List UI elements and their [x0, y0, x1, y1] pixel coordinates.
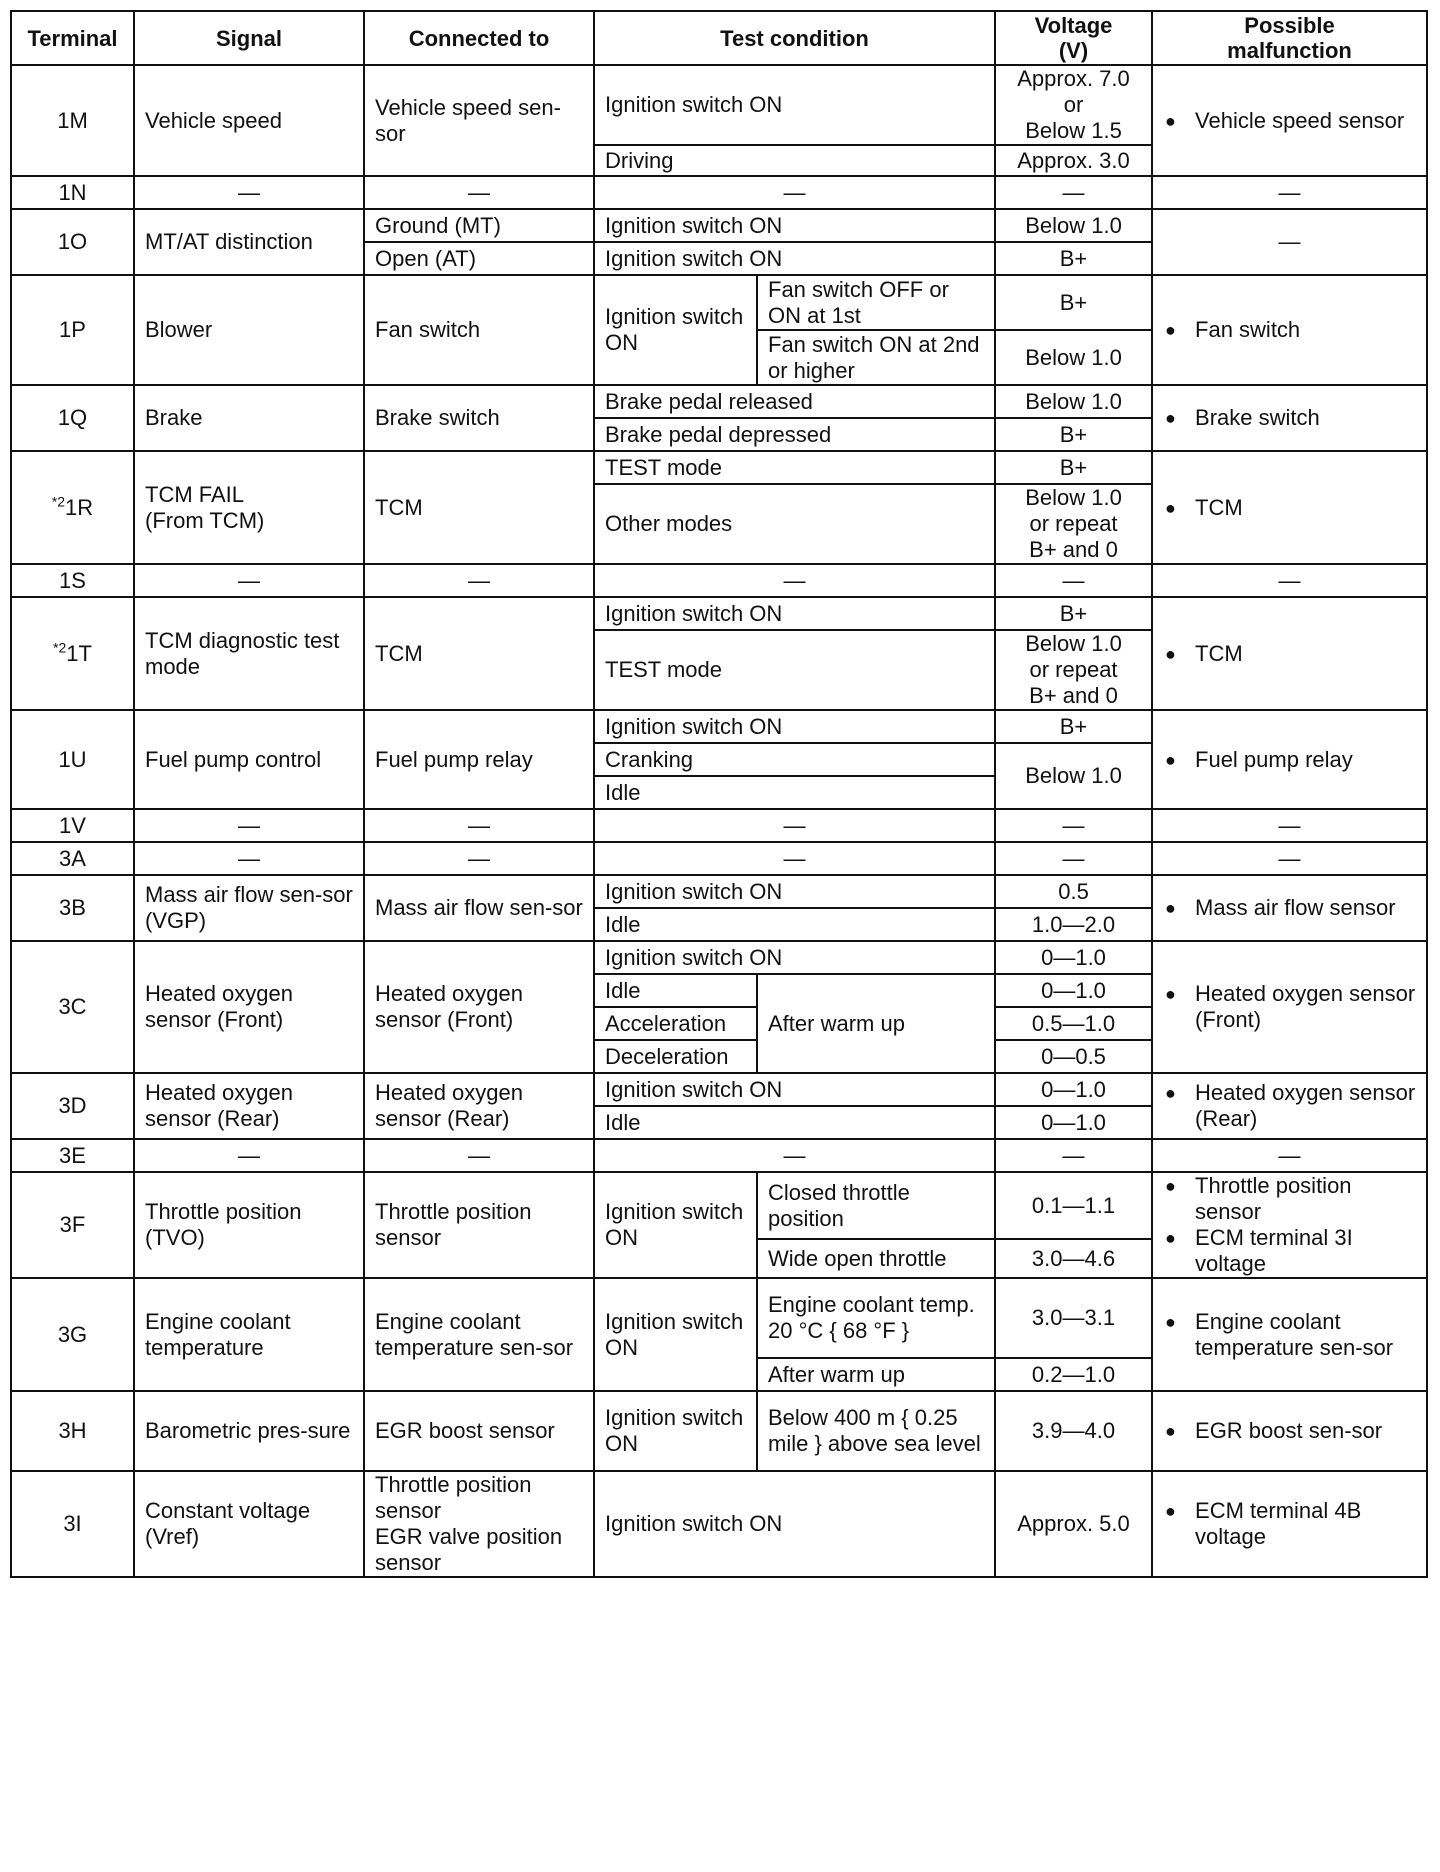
test-condition-cell: Idle [594, 1106, 995, 1139]
bullet-icon: ● [1165, 1421, 1176, 1441]
bullet-icon: ● [1165, 1501, 1176, 1521]
signal-cell: Fuel pump control [134, 710, 364, 809]
empty-dash: — [995, 1139, 1152, 1172]
empty-dash: — [364, 564, 594, 597]
voltage-line: or repeat [1029, 511, 1118, 536]
bullet-icon: ● [1165, 497, 1176, 518]
test-condition-cell: Ignition switch ON [594, 1278, 757, 1391]
voltage-cell: 3.0—3.1 [995, 1278, 1152, 1358]
signal-cell: Engine coolant temperature [134, 1278, 364, 1391]
test-subcondition-cell: Below 400 m { 0.25 mile } above sea level [757, 1391, 995, 1471]
malfunction-cell [1152, 597, 1427, 710]
test-condition-cell: TEST mode [594, 630, 995, 710]
table-row [11, 275, 1427, 330]
connected-line: EGR valve position sensor [375, 1524, 563, 1575]
malfunction-text: Mass air flow sensor [1195, 895, 1396, 920]
terminal-label: 1R [65, 494, 94, 520]
terminal-cell: 3D [11, 1073, 134, 1139]
terminal-cell: 1Q [11, 385, 134, 451]
table-row [11, 65, 1427, 145]
voltage-line: Below 1.0 [1025, 485, 1122, 510]
voltage-cell: B+ [995, 597, 1152, 630]
connected-to-cell: Throttle position sensor [364, 1172, 594, 1278]
bullet-icon: ● [1165, 110, 1176, 131]
empty-dash: — [1152, 809, 1427, 842]
terminal-cell: 1S [11, 564, 134, 597]
terminal-cell: 3G [11, 1278, 134, 1391]
voltage-cell [995, 630, 1152, 710]
voltage-cell: 0—1.0 [995, 1106, 1152, 1139]
voltage-line: B+ and 0 [1029, 537, 1118, 562]
test-condition-cell: Ignition switch ON [594, 1172, 757, 1278]
voltage-cell: 0—1.0 [995, 1073, 1152, 1106]
voltage-line: Approx. 7.0 [1017, 66, 1130, 91]
empty-dash: — [1152, 842, 1427, 875]
footnote-marker: *2 [51, 493, 66, 510]
malfunction-cell [1152, 385, 1427, 451]
empty-dash: — [594, 1139, 995, 1172]
header-malfunction-line2: malfunction [1227, 38, 1352, 63]
malfunction-text: Fuel pump relay [1195, 746, 1353, 772]
empty-dash: — [1152, 564, 1427, 597]
table-row [11, 209, 1427, 242]
connected-to-cell: Engine coolant temperature sen-sor [364, 1278, 594, 1391]
voltage-line: or repeat [1029, 657, 1118, 682]
footnote-marker: *2 [53, 639, 67, 656]
test-condition-cell: Ignition switch ON [594, 710, 995, 743]
malfunction-text: Vehicle speed sensor [1195, 107, 1405, 133]
bullet-icon: ● [1165, 320, 1176, 340]
header-possible-malfunction [1152, 11, 1427, 65]
header-signal: Signal [134, 11, 364, 65]
table-row [11, 1073, 1427, 1106]
bullet-icon: ● [1165, 643, 1176, 664]
malfunction-cell [1152, 1172, 1427, 1278]
terminal-cell: 3B [11, 875, 134, 941]
test-condition-cell: Brake pedal released [594, 385, 995, 418]
empty-dash: — [594, 176, 995, 209]
malfunction-cell [1152, 1278, 1427, 1391]
signal-cell: Blower [134, 275, 364, 385]
connected-to-cell: Ground (MT) [364, 209, 594, 242]
malfunction-cell [1152, 1471, 1427, 1577]
connected-line: Throttle position sensor [375, 1472, 532, 1523]
voltage-cell: 0.5 [995, 875, 1152, 908]
empty-dash: — [134, 842, 364, 875]
malfunction-cell [1152, 710, 1427, 809]
header-terminal: Terminal [11, 11, 134, 65]
malfunction-cell [1152, 941, 1427, 1073]
voltage-cell: 1.0—2.0 [995, 908, 1152, 941]
signal-cell: Throttle position (TVO) [134, 1172, 364, 1278]
test-condition-cell: Driving [594, 145, 995, 176]
terminal-cell: 1V [11, 809, 134, 842]
empty-dash: — [1152, 1139, 1427, 1172]
test-condition-cell: Idle [594, 908, 995, 941]
connected-to-cell: Mass air flow sen-sor [364, 875, 594, 941]
test-subcondition-cell: After warm up [757, 974, 995, 1073]
voltage-cell: 0.2—1.0 [995, 1358, 1152, 1391]
malfunction-cell [1152, 275, 1427, 385]
terminal-cell: 3I [11, 1471, 134, 1577]
connected-to-cell: EGR boost sensor [364, 1391, 594, 1471]
connected-to-cell: Fuel pump relay [364, 710, 594, 809]
signal-line: TCM FAIL [145, 481, 245, 507]
connected-to-cell: Heated oxygen sensor (Front) [364, 941, 594, 1073]
table-row [11, 1471, 1427, 1577]
bullet-icon: ● [1165, 1311, 1176, 1332]
table-row [11, 176, 1427, 209]
voltage-cell: Below 1.0 [995, 209, 1152, 242]
empty-dash: — [134, 809, 364, 842]
voltage-cell: 0.5—1.0 [995, 1007, 1152, 1040]
voltage-cell: 0—1.0 [995, 974, 1152, 1007]
table-row [11, 710, 1427, 743]
terminal-voltage-table-sheet [10, 10, 1426, 1578]
table-row [11, 564, 1427, 597]
bullet-icon: ● [1165, 1176, 1176, 1196]
test-condition-cell: Idle [594, 776, 995, 809]
table-row [11, 451, 1427, 484]
connected-to-cell [364, 1471, 594, 1577]
terminal-cell: 3E [11, 1139, 134, 1172]
test-condition-cell: Ignition switch ON [594, 1391, 757, 1471]
malfunction-cell [1152, 451, 1427, 564]
test-subcondition-cell: Closed throttle position [757, 1172, 995, 1239]
test-condition-cell: Ignition switch ON [594, 1471, 995, 1577]
table-row [11, 1172, 1427, 1239]
test-condition-cell: Brake pedal depressed [594, 418, 995, 451]
connected-to-cell: Brake switch [364, 385, 594, 451]
voltage-cell: 0.1—1.1 [995, 1172, 1152, 1239]
signal-cell [134, 451, 364, 564]
terminal-cell: 1P [11, 275, 134, 385]
terminal-cell: 3C [11, 941, 134, 1073]
table-row [11, 875, 1427, 908]
test-condition-cell: Cranking [594, 743, 995, 776]
terminal-cell: 3H [11, 1391, 134, 1471]
voltage-cell [995, 65, 1152, 145]
empty-dash: — [995, 564, 1152, 597]
malfunction-cell [1152, 1073, 1427, 1139]
malfunction-cell [1152, 65, 1427, 176]
header-voltage [995, 11, 1152, 65]
connected-to-cell: Fan switch [364, 275, 594, 385]
connected-to-cell: Open (AT) [364, 242, 594, 275]
test-condition-cell: Ignition switch ON [594, 875, 995, 908]
header-voltage-label: Voltage [1034, 13, 1113, 38]
voltage-cell: B+ [995, 242, 1152, 275]
signal-cell: Heated oxygen sensor (Rear) [134, 1073, 364, 1139]
connected-to-cell: Heated oxygen sensor (Rear) [364, 1073, 594, 1139]
bullet-icon: ● [1165, 1228, 1176, 1248]
bullet-icon: ● [1165, 408, 1176, 428]
header-malfunction-line1: Possible [1244, 13, 1335, 38]
bullet-icon: ● [1165, 984, 1176, 1004]
voltage-cell: 0—0.5 [995, 1040, 1152, 1073]
bullet-icon: ● [1165, 898, 1176, 918]
test-condition-cell: Other modes [594, 484, 995, 564]
empty-dash: — [995, 176, 1152, 209]
voltage-cell: Approx. 3.0 [995, 145, 1152, 176]
terminal-voltage-table [10, 10, 1428, 1578]
test-condition-cell: Acceleration [594, 1007, 757, 1040]
test-subcondition-cell: After warm up [757, 1358, 995, 1391]
voltage-cell: B+ [995, 451, 1152, 484]
terminal-cell [11, 597, 134, 710]
test-subcondition-cell: Fan switch ON at 2nd or higher [757, 330, 995, 385]
terminal-cell: 1N [11, 176, 134, 209]
terminal-cell: 3F [11, 1172, 134, 1278]
header-connected-to: Connected to [364, 11, 594, 65]
malfunction-cell [1152, 875, 1427, 941]
header-test-condition: Test condition [594, 11, 995, 65]
empty-dash: — [1152, 209, 1427, 275]
test-condition-cell: Ignition switch ON [594, 242, 995, 275]
signal-cell: Brake [134, 385, 364, 451]
voltage-cell: B+ [995, 418, 1152, 451]
terminal-cell: 1U [11, 710, 134, 809]
connected-to-cell: Vehicle speed sen-sor [364, 65, 594, 176]
table-row [11, 1139, 1427, 1172]
test-condition-cell: TEST mode [594, 451, 995, 484]
test-condition-cell: Deceleration [594, 1040, 757, 1073]
connected-to-cell: TCM [364, 597, 594, 710]
test-subcondition-cell: Fan switch OFF or ON at 1st [757, 275, 995, 330]
malfunction-text: TCM [1195, 494, 1243, 520]
header-row [11, 11, 1427, 65]
voltage-cell: B+ [995, 275, 1152, 330]
empty-dash: — [594, 809, 995, 842]
empty-dash: — [594, 842, 995, 875]
signal-cell: Constant voltage (Vref) [134, 1471, 364, 1577]
table-row [11, 809, 1427, 842]
empty-dash: — [134, 176, 364, 209]
terminal-cell: 1M [11, 65, 134, 176]
voltage-cell: B+ [995, 710, 1152, 743]
voltage-cell: Below 1.0 [995, 743, 1152, 809]
test-condition-cell: Ignition switch ON [594, 275, 757, 385]
header-voltage-unit: (V) [1058, 38, 1089, 63]
signal-cell: Heated oxygen sensor (Front) [134, 941, 364, 1073]
empty-dash: — [995, 842, 1152, 875]
table-row [11, 941, 1427, 974]
voltage-cell: Approx. 5.0 [995, 1471, 1152, 1577]
empty-dash: — [364, 842, 594, 875]
empty-dash: — [134, 564, 364, 597]
terminal-cell: 1O [11, 209, 134, 275]
signal-cell: Mass air flow sen-sor (VGP) [134, 875, 364, 941]
voltage-cell [995, 484, 1152, 564]
test-condition-cell: Ignition switch ON [594, 65, 995, 145]
table-row [11, 1391, 1427, 1471]
empty-dash: — [995, 809, 1152, 842]
malfunction-text: Brake switch [1195, 405, 1320, 430]
empty-dash: — [364, 809, 594, 842]
empty-dash: — [1152, 176, 1427, 209]
test-condition-cell: Ignition switch ON [594, 597, 995, 630]
table-row [11, 385, 1427, 418]
signal-cell: Vehicle speed [134, 65, 364, 176]
voltage-line: Below 1.5 [1025, 118, 1122, 143]
signal-cell: TCM diagnostic test mode [134, 597, 364, 710]
malfunction-text: EGR boost sen-sor [1195, 1418, 1383, 1443]
voltage-cell: 3.9—4.0 [995, 1391, 1152, 1471]
voltage-line: or [1063, 92, 1084, 117]
malfunction-cell [1152, 1391, 1427, 1471]
voltage-cell: 0—1.0 [995, 941, 1152, 974]
malfunction-text: Fan switch [1195, 317, 1301, 342]
empty-dash: — [364, 1139, 594, 1172]
terminal-label: 1T [66, 640, 92, 666]
test-condition-cell: Ignition switch ON [594, 209, 995, 242]
malfunction-text: TCM [1195, 640, 1243, 666]
malfunction-text: Engine coolant temperature sen-sor [1195, 1308, 1394, 1360]
test-condition-cell: Ignition switch ON [594, 1073, 995, 1106]
signal-cell: Barometric pres-sure [134, 1391, 364, 1471]
test-condition-cell: Ignition switch ON [594, 941, 995, 974]
table-row [11, 1278, 1427, 1358]
signal-cell: MT/AT distinction [134, 209, 364, 275]
voltage-cell: Below 1.0 [995, 385, 1152, 418]
test-subcondition-cell: Wide open throttle [757, 1239, 995, 1278]
terminal-cell [11, 451, 134, 564]
voltage-line: Below 1.0 [1025, 631, 1122, 656]
malfunction-text: Heated oxygen sensor (Front) [1195, 981, 1416, 1032]
empty-dash: — [594, 564, 995, 597]
voltage-cell: Below 1.0 [995, 330, 1152, 385]
test-subcondition-cell: Engine coolant temp. 20 °C { 68 °F } [757, 1278, 995, 1358]
voltage-cell: 3.0—4.6 [995, 1239, 1152, 1278]
signal-line: (From TCM) [145, 507, 265, 533]
test-condition-cell: Idle [594, 974, 757, 1007]
table-row [11, 597, 1427, 630]
bullet-icon: ● [1165, 749, 1176, 770]
empty-dash: — [134, 1139, 364, 1172]
malfunction-text: Throttle position sensor [1195, 1173, 1352, 1224]
table-row [11, 842, 1427, 875]
terminal-cell: 3A [11, 842, 134, 875]
voltage-line: B+ and 0 [1029, 683, 1118, 708]
connected-to-cell: TCM [364, 451, 594, 564]
malfunction-text: Heated oxygen sensor (Rear) [1195, 1080, 1416, 1131]
malfunction-text: ECM terminal 4B voltage [1195, 1498, 1362, 1549]
bullet-icon: ● [1165, 1083, 1176, 1103]
malfunction-text: ECM terminal 3I voltage [1195, 1225, 1353, 1276]
empty-dash: — [364, 176, 594, 209]
